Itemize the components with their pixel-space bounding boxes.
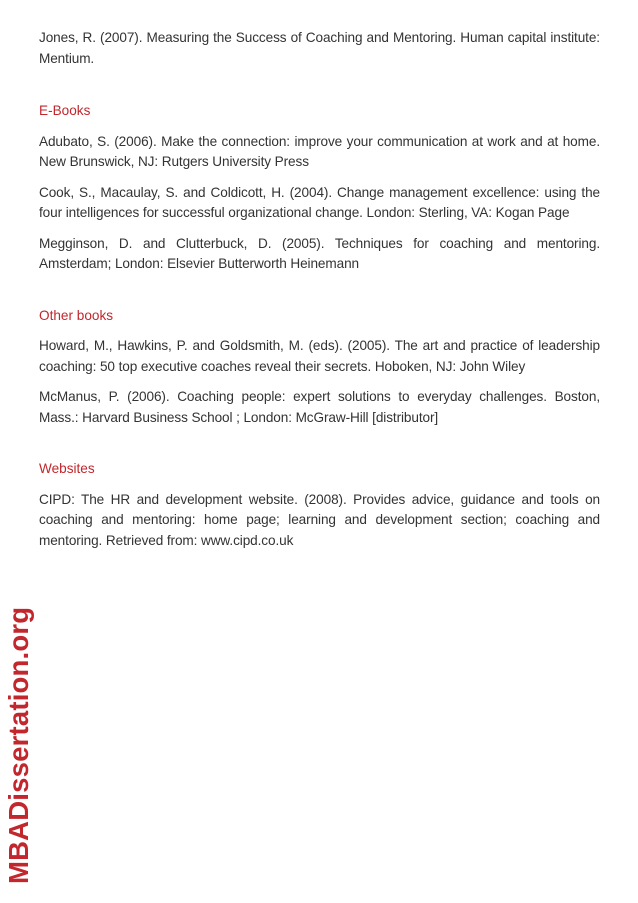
reference-entry-jones: Jones, R. (2007). Measuring the Success of Coaching and Mentoring. Human capital institute: Mentium. xyxy=(39,30,600,66)
reference-entry-cipd: CIPD: The HR and development website. (2008). Provides advice, guidance and tools on coaching and mentoring: home page; learning and development section; coaching and mentoring. Retrieved from: www.cipd.co.uk xyxy=(39,491,600,548)
section-heading-websites: Websites xyxy=(39,461,95,476)
reference-entry-cook: Cook, S., Macaulay, S. and Coldicott, H. (2004). Change management excellence: using the four intelligences for successful organizational change. London: Sterling, VA: Kogan Page xyxy=(39,184,600,220)
reference-entry-mcmanus: McManus, P. (2006). Coaching people: expert solutions to everyday challenges. Boston, Mass.: Harvard Business School ; London: McGraw-Hill [distributor] xyxy=(39,389,600,425)
section-other-books xyxy=(39,306,600,429)
reference-entry-adubato: Adubato, S. (2006). Make the connection: improve your communication at work and at home. New Brunswick, NJ: Rutgers University Press xyxy=(39,133,600,169)
section-heading-ebooks: E-Books xyxy=(39,103,91,118)
reference-entry-howard: Howard, M., Hawkins, P. and Goldsmith, M. (eds). (2005). The art and practice of leadership coaching: 50 top executive coaches reveal their secrets. Hoboken, NJ: John Wiley xyxy=(39,338,600,374)
section-heading-other-books: Other books xyxy=(39,307,114,323)
reference-list xyxy=(39,28,600,561)
section-websites xyxy=(39,459,600,551)
watermark-logo: MBADissertation.org xyxy=(3,606,34,884)
section-ebooks xyxy=(39,101,600,275)
reference-entry-megginson: Megginson, D. and Clutterbuck, D. (2005). Techniques for coaching and mentoring. Amsterdam; London: Elsevier Butterworth Heinemann xyxy=(39,235,600,271)
